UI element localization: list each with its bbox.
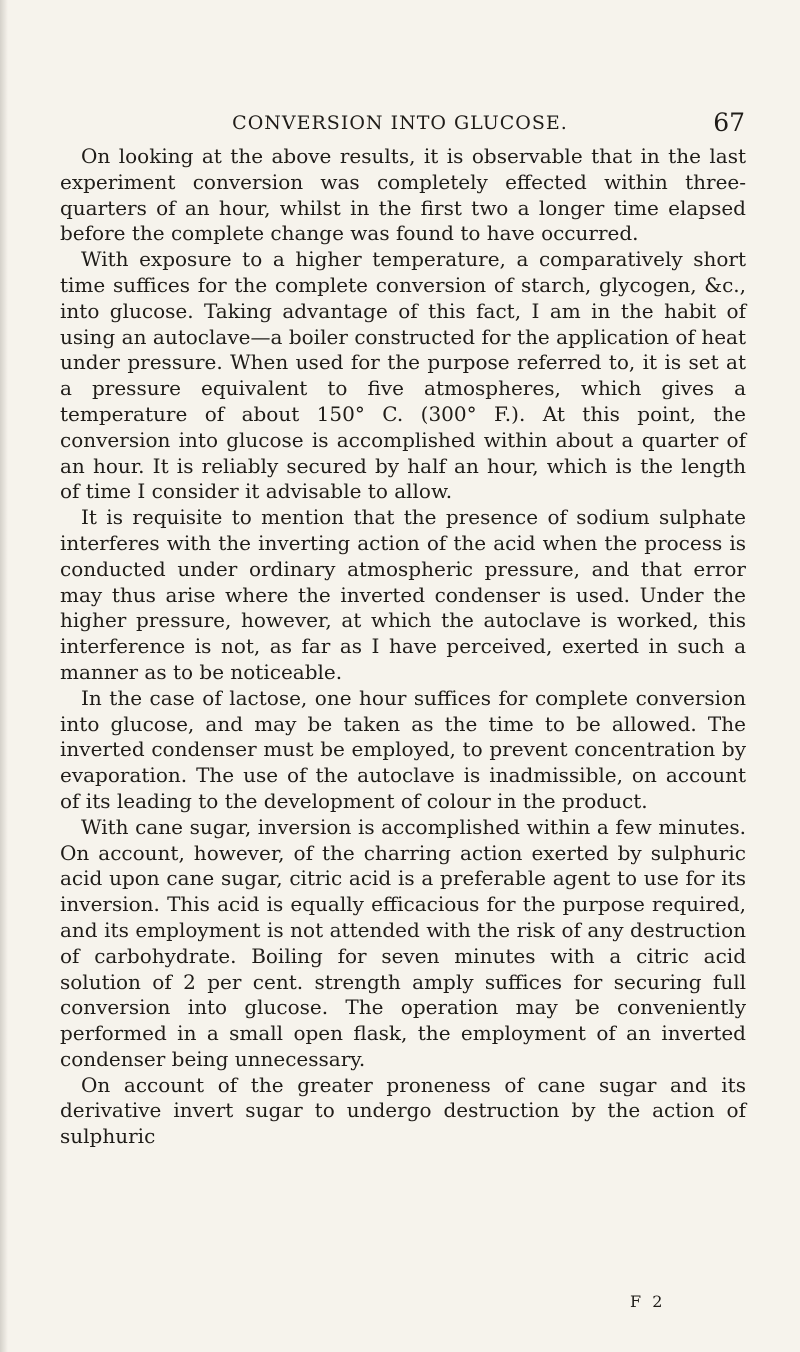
page-number: 67 [713, 108, 745, 137]
paragraph: On account of the greater proneness of cane sugar and its derivative invert sugar to undergo destruction by the action of sulphuric [60, 1072, 746, 1149]
paragraph: On looking at the above results, it is observable that in the last experiment conversion was completely effected within three-quarters of an hour, whilst in the first two a longer time elapsed before the complete change was found to have occurred. [60, 144, 746, 246]
body-text [60, 144, 746, 1150]
paragraph: It is requisite to mention that the presence of sodium sulphate interferes with the inverting action of the acid when the process is conducted under ordinary atmospheric pressure, and that error may thus arise where the inverted condenser is used. Under the higher pressure, however, at which the autoclave is worked, this interference is not, as far as I have perceived, exerted in such a manner as to be noticeable. [60, 505, 746, 684]
page-header [60, 108, 745, 138]
paragraph: With cane sugar, inversion is accomplished within a few minutes. On account, however, of the charring action exerted by sulphuric acid upon cane sugar, citric acid is a preferable agent to use for its inversion. This acid is equally efficacious for the purpose required, and its employment is not attended with the risk of any destruction of carbohydrate. Boiling for seven minutes with a citric acid solution of 2 per cent. strength amply suffices for securing full conversion into glucose. The operation may be conveniently performed in a small open flask, the employment of an inverted condenser being unnecessary. [60, 814, 746, 1071]
signature-mark: F 2 [630, 1292, 666, 1311]
paragraph: With exposure to a higher temperature, a comparatively short time suffices for the complete conversion of starch, glycogen, &c., into glucose. Taking advantage of this fact, I am in the habit of using an autoclave—a boiler constructed for the application of heat under pressure. When used for the purpose referred to, it is set at a pressure equivalent to five atmospheres, which gives a temperature of about 150° C. (300° F.). At this point, the conversion into glucose is accomplished within about a quarter of an hour. It is reliably secured by half an hour, which is the length of time I consider it advisable to allow. [60, 247, 746, 504]
paragraph: In the case of lactose, one hour suffices for complete conversion into glucose, and may be taken as the time to be allowed. The inverted condenser must be employed, to prevent concentration by evaporation. The use of the autoclave is inadmissible, on account of its leading to the development of colour in the product. [60, 685, 746, 813]
running-head: CONVERSION INTO GLUCOSE. [232, 112, 568, 134]
page-edge-shadow [0, 0, 8, 1352]
